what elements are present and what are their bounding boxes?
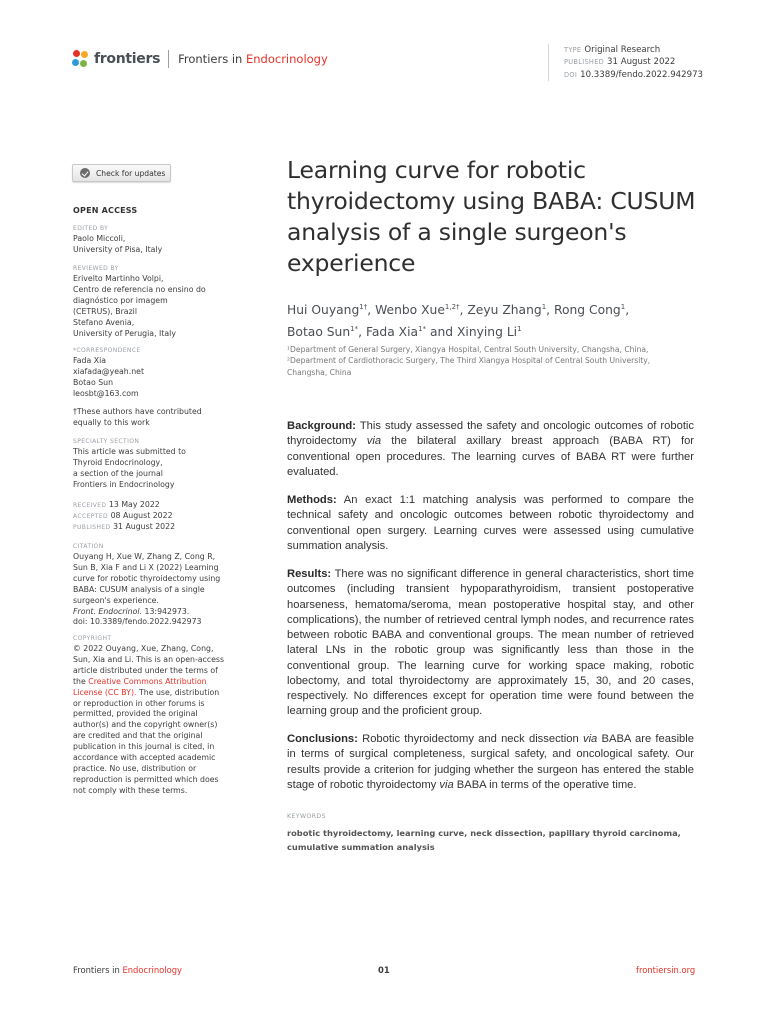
author-name[interactable]: Zeyu Zhang$^1$ [467,303,547,318]
copyright-line: publication in this journal is cited, in [73,742,215,752]
author-name[interactable]: Hui Ouyang$^{1\dagger}$ [287,303,368,318]
frontiers-logo-icon [72,50,90,68]
copyright-line: practice. No use, distribution or [73,763,197,773]
citation-line: curve for robotic thyroidectomy using [73,573,221,583]
copyright-line: or reproduction in other forums is [73,698,205,708]
reviewer-line: Centro de referencia no ensino do [73,284,206,294]
equal-contribution-note [73,407,243,429]
copyright-line: Sun, Xia and Li. This is an open-access [73,654,225,664]
check-for-updates-button[interactable] [72,164,171,182]
open-access-label: OPEN ACCESS [73,206,138,215]
copyright-line: author(s) and the copyright owner(s) [73,720,218,730]
reviewer-line: diagnóstico por imagem [73,295,168,305]
cc-license-link-2[interactable]: License (CC BY). [73,687,137,697]
abstract-conclusions: Conclusions: Robotic thyroidectomy and neck dissection via BABA are feasible in terms of surgical completeness, surgical safety, and oncological safety. Our results provide a criterion for judging whether the surgeon has entered the stable stage of robotic thyroidectomy via BABA in terms of the operative time. [287,733,694,791]
reviewer-line: Stefano Avenia, [73,317,135,327]
copyright-line: are credited and that the original [73,731,203,741]
cc-license-link[interactable]: Creative Commons Attribution [88,676,207,686]
citation-line: BABA: CUSUM analysis of a single [73,584,205,594]
brand-name[interactable]: frontiers [94,51,161,67]
reviewer-line: Erivelto Martinho Volpi, [73,274,164,283]
article-title: Learning curve for robotic thyroidectomy using BABA: CUSUM analysis of a single surgeon's experience [287,156,696,277]
journal-title[interactable] [178,52,328,66]
author-name[interactable]: Wenbo Xue$^{1,2\dagger}$ [375,303,460,318]
specialty-line: Frontiers in Endocrinology [73,479,175,489]
author-name[interactable]: Fada Xia$^{1*}$ [365,325,427,340]
journal-header [72,50,328,68]
copyright-line: the Creative Commons Attribution [73,676,207,686]
specialty-line: a section of the journal [73,468,163,478]
meta-doi[interactable]: DOI 10.3389/fendo.2022.942973 [564,69,704,80]
keywords-label: KEYWORDS [287,813,326,820]
abstract-methods: Methods: An exact 1:1 matching analysis was performed to compare the technical safety and oncologic outcomes between robotic thyroidectomy and conventional open surgery. Learning curves were assessed using cumulative summation analysis. [287,494,694,552]
author-line-1: Hui Ouyang$^{1\dagger}$, Wenbo Xue$^{1,2\dagger}$, Zeyu Zhang$^1$, Rong Cong$^1$, [287,303,630,318]
copyright-line: accordance with accepted academic [73,753,216,763]
journal-name: Endocrinology [245,52,328,66]
specialty-label: SPECIALTY SECTION [73,438,140,445]
specialty-line: Thyroid Endocrinology, [73,457,163,467]
check-for-updates-label: Check for updates [96,168,166,178]
correspondent-email[interactable]: leosbt@163.com [73,388,139,398]
dates-section [73,500,243,533]
check-update-icon [80,168,90,178]
author-name[interactable]: Botao Sun$^{1*}$ [287,325,359,340]
author-name[interactable]: Xinying Li$^1$ [456,325,522,340]
footer-journal-name: Endocrinology [122,965,183,975]
copyright-section [73,634,243,797]
meta-type: TYPE Original Research [564,45,661,55]
correspondence-label: *CORRESPONDENCE [73,347,141,354]
editor-line: Paolo Miccoli, [73,234,126,243]
abstract-background: Background: This study assessed the safety and oncologic outcomes of robotic thyroidectomy via the bilateral axillary breast approach (BABA RT) for conventional open procedures. The learning curves of BABA RT were further evaluated. [287,420,695,478]
footnote-line: equally to this work [73,417,150,427]
copyright-line: not comply with these terms. [73,785,188,795]
citation-label: CITATION [73,543,104,550]
citation-doi[interactable]: doi: 10.3389/fendo.2022.942973 [73,617,202,627]
correspondent-name: Fada Xia [73,356,107,365]
citation-journal-line: Front. Endocrinol. 13:942973. [73,606,190,616]
copyright-line: permitted, provided the original [73,709,198,719]
date-published: PUBLISHED 31 August 2022 [73,522,176,531]
page-number: 01 [378,965,390,975]
date-received: RECEIVED 13 May 2022 [73,500,160,509]
reviewed-by-section [73,264,243,339]
header-divider [168,50,169,68]
specialty-line: This article was submitted to [73,447,186,456]
keywords-list: robotic thyroidectomy, learning curve, neck dissection, papillary thyroid carcinoma, cumulative summation analysis [287,828,681,852]
author-line-2: Botao Sun$^{1*}$, Fada Xia$^{1*}$ and Xinying Li$^1$ [287,325,522,340]
affiliation-line: ¹Department of General Surgery, Xiangya Hospital, Central South University, Changsha, China, [287,345,649,354]
edited-by-label: EDITED BY [73,225,109,232]
specialty-section [73,437,243,491]
affiliation-line: ²Department of Cardiothoracic Surgery, The Third Xiangya Hospital of Central South University, [287,356,651,366]
author-list [287,298,707,342]
abstract-results: Results: There was no significant difference in general characteristics, short time outcomes (including transient hypoparathyroidism, transient postoperative hoarseness, hematoma/seroma, mean postoperative hospital stay, and other complications), the number of retrieved central lymph nodes, and recurrence rates between robotic BABA and conventional groups. The mean number of retrieved lateral LNs in the robotic group was significantly less than those in the conventional group. The learning curve for working space making, robotic lobectomy, and total thyroidectomy are approximately 15, 30, and 20 cases, respectively. No differences except for operation time were found between the learning group and the proficient group. [287,568,695,718]
copyright-line: © 2022 Ouyang, Xue, Zhang, Cong, [73,644,214,653]
correspondence-section [73,346,243,400]
date-accepted: ACCEPTED 08 August 2022 [73,511,173,520]
footer-journal-prefix: Frontiers in [73,965,120,975]
footer-journal[interactable] [73,965,182,975]
article-meta [548,44,703,81]
copyright-line: article distributed under the terms of [73,665,218,675]
correspondent-name: Botao Sun [73,377,114,387]
journal-prefix: Frontiers in [178,52,243,66]
meta-published: PUBLISHED 31 August 2022 [564,57,676,68]
reviewer-line: University of Perugia, Italy [73,328,176,338]
reviewer-line: (CETRUS), Brazil [73,306,138,316]
copyright-line: reproduction is permitted which does [73,774,219,784]
editor-line: University of Pisa, Italy [73,244,163,254]
affiliation-line: Changsha, China [287,367,352,377]
edited-by-section [73,224,243,256]
citation-section [73,542,243,628]
copyright-label: COPYRIGHT [73,635,112,642]
affiliations [287,344,692,378]
citation-line: surgeon's experience. [73,595,159,605]
author-name[interactable]: Rong Cong$^1$ [553,303,626,318]
reviewed-by-label: REVIEWED BY [73,265,119,272]
copyright-line: License (CC BY). The use, distribution [73,687,220,697]
correspondent-email[interactable]: xiafada@yeah.net [73,366,145,376]
citation-line: Sun B, Xia F and Li X (2022) Learning [73,562,219,572]
footnote-line: †These authors have contributed [73,407,202,416]
footer-site-link[interactable]: frontiersin.org [636,965,696,975]
citation-line: Ouyang H, Xue W, Zhang Z, Cong R, [73,552,216,561]
